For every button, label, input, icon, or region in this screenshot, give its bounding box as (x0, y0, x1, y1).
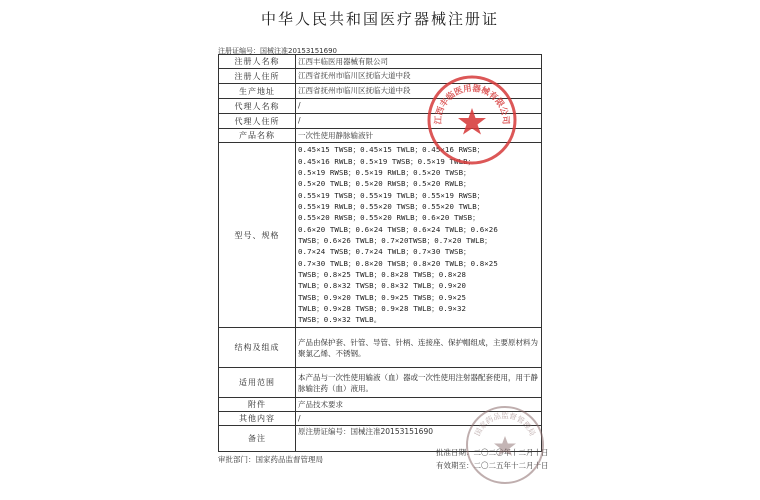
document-title: 中华人民共和国医疗器械注册证 (260, 10, 499, 28)
model-line: 0.45×16 RWLB；0.5×19 TWSB；0.5×19 TWLB； (298, 156, 476, 166)
approval-seal-text: 国家药品监督管理局 (472, 411, 538, 438)
row-structure (219, 328, 542, 368)
model-line: 0.7×24 TWSB；0.7×24 TWLB；0.7×30 TWSB； (298, 247, 471, 257)
label-attachment: 附件 (219, 398, 296, 412)
label-structure: 结构及组成 (219, 328, 296, 368)
value-structure: 产品由保护套、针管、导管、针柄、连接座、保护帽组成，主要原材料为聚氯乙烯、不锈钢。 (296, 328, 542, 368)
row-registrant-name (219, 55, 542, 69)
model-line: TWSB；0.8×25 TWLB；0.8×28 TWSB；0.8×28 (298, 270, 467, 280)
model-line: TWLB；0.8×32 TWSB；0.8×32 TWLB；0.9×20 (298, 281, 467, 291)
value-agent-address: / (296, 114, 542, 129)
approval-department: 审批部门：国家药品监督管理局 (218, 455, 323, 464)
model-line: TWSB；0.9×20 TWLB；0.9×25 TWSB；0.9×25 (298, 292, 467, 302)
model-line: 0.55×19 RWLB；0.55×20 TWSB；0.55×20 TWLB； (298, 201, 485, 211)
registration-number: 注册证编号：国械注准20153151690 (218, 47, 337, 55)
value-product-name: 一次性使用静脉输液针 (296, 129, 542, 143)
value-other: / (296, 412, 542, 426)
value-scope: 本产品与一次性使用输液（血）器或一次性使用注射器配套使用，用于静脉输注药（血）液用。 (296, 368, 542, 398)
value-attachment: 产品技术要求 (296, 398, 542, 412)
value-remarks: 原注册证编号：国械注准20153151690 (296, 426, 542, 452)
label-agent-name: 代理人名称 (219, 99, 296, 114)
value-registrant-name: 江西丰临医用器械有限公司 (296, 55, 542, 69)
company-seal (424, 72, 520, 168)
model-line: 0.45×15 TWSB；0.45×15 TWLB；0.45×16 RWSB； (298, 145, 485, 155)
label-agent-address: 代理人住所 (219, 114, 296, 129)
value-models (296, 143, 542, 328)
label-registrant-name: 注册人名称 (219, 55, 296, 69)
model-line: TWLB；0.9×28 TWSB；0.9×28 TWLB；0.9×32 (298, 304, 467, 314)
model-line: 0.55×20 RWSB；0.55×20 RWLB；0.6×20 TWSB； (298, 213, 480, 223)
label-production-address: 生产地址 (219, 84, 296, 99)
row-models (219, 143, 542, 328)
model-line: 0.5×20 TWLB；0.5×20 RWSB；0.5×20 RWLB； (298, 179, 471, 189)
approval-date: 批准日期：二〇二〇年十二月十日 (436, 448, 549, 457)
label-scope: 适用范围 (219, 368, 296, 398)
label-product-name: 产品名称 (219, 129, 296, 143)
company-seal-text: 江西丰临医用器械有限公司 (433, 83, 511, 125)
model-line: TWSB；0.9×32 TWLB。 (298, 315, 382, 325)
label-remarks: 备注 (219, 426, 296, 452)
value-agent-name: / (296, 99, 542, 114)
row-scope (219, 368, 542, 398)
model-line: 0.5×19 RWSB；0.5×19 RWLB；0.5×20 TWSB； (298, 167, 471, 177)
model-line: TWSB；0.6×26 TWLB；0.7×20TWSB；0.7×20 TWLB； (298, 236, 492, 245)
approval-seal (462, 400, 548, 490)
label-models: 型号、规格 (219, 143, 296, 328)
model-line: 0.55×19 TWSB；0.55×19 TWLB；0.55×19 RWSB； (298, 190, 485, 200)
model-line: 0.7×30 TWLB；0.8×20 TWSB；0.8×20 TWLB；0.8×25 (298, 258, 498, 268)
value-registrant-address: 江西省抚州市临川区抚临大道中段 (296, 69, 542, 84)
valid-until-date: 有效期至：二〇二五年十二月十日 (436, 461, 549, 470)
value-production-address: 江西省抚州市临川区抚临大道中段 (296, 84, 542, 99)
model-line: 0.6×20 TWLB；0.6×24 TWSB；0.6×24 TWLB；0.6×26 (298, 224, 498, 234)
label-registrant-address: 注册人住所 (219, 69, 296, 84)
label-other: 其他内容 (219, 412, 296, 426)
